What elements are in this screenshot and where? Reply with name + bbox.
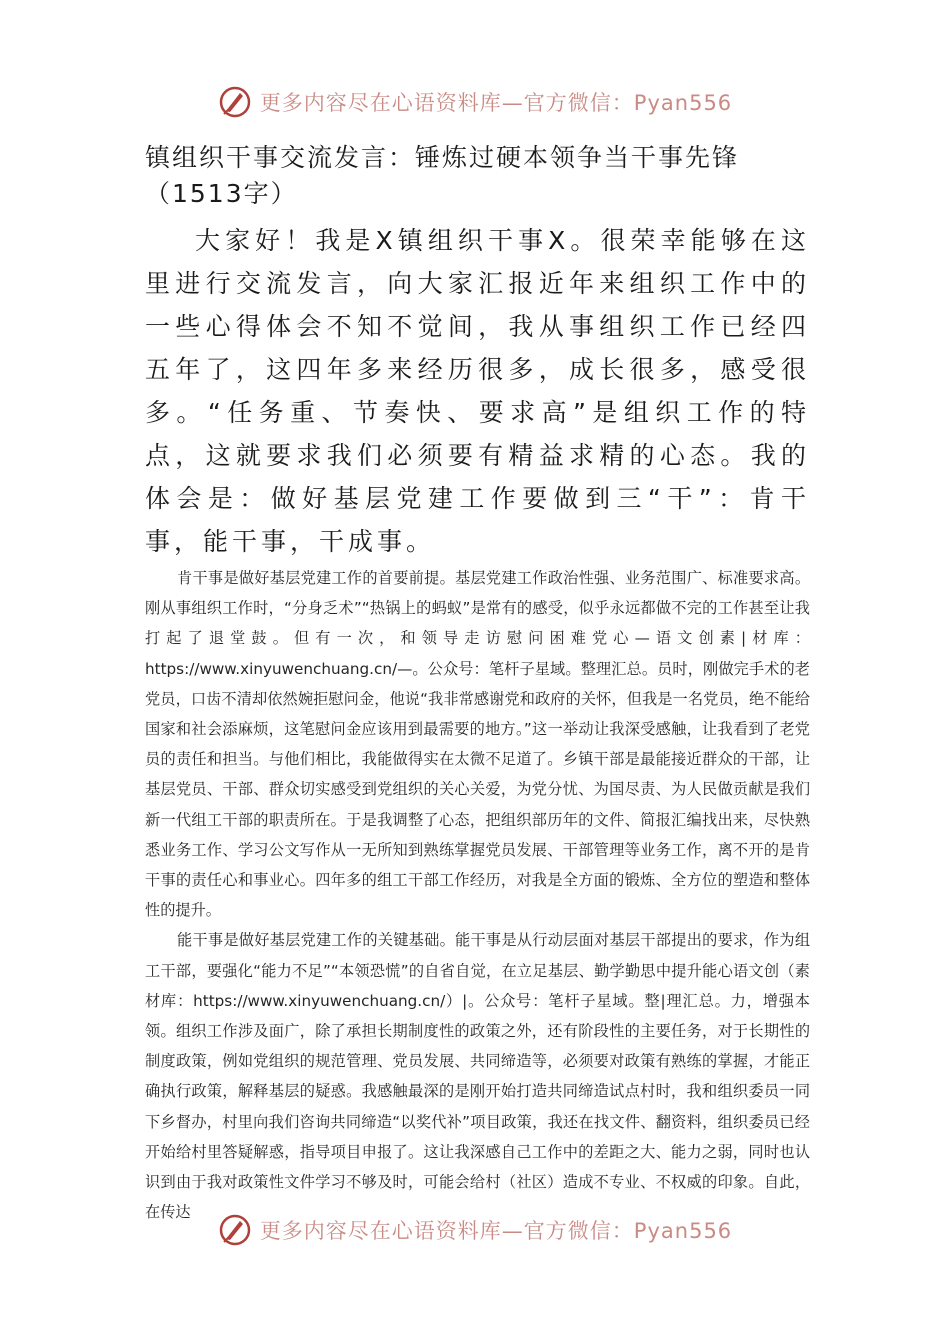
header-banner (0, 82, 950, 122)
banner-text: 更多内容尽在心语资料库—官方微信：Pyan556 (259, 1219, 733, 1243)
document-body (145, 140, 810, 1227)
document-title: 镇组织干事交流发言：锤炼过硬本领争当干事先锋（1513字） (145, 143, 740, 208)
body-paragraph-1: 肯干事是做好基层党建工作的首要前提。基层党建工作政治性强、业务范围广、标准要求高。刚从事组织工作时，“分身乏术”“热锅上的蚂蚁”是常有的感受，似乎永远都做不完的工作甚至让我打起了退堂鼓。但有一次，和领导走访慰问困难党心—语文创素|材库：https://www.xinyuwenchuang.cn/—。公众号：笔杆子星域。整理汇总。员时，刚做完手术的老党员，口齿不清却依然婉拒慰问金，他说“我非常感谢党和政府的关怀，但我是一名党员，绝不能给国家和社会添麻烦，这笔慰问金应该用到最需要的地方。”这一举动让我深受感触，让我看到了老党员的责任和担当。与他们相比，我能做得实在太微不足道了。乡镇干部是最能接近群众的干部，让基层党员、干部、群众切实感受到党组织的关心关爱，为党分忧、为国尽责、为人民做贡献是我们新一代组工干部的职责所在。于是我调整了心态，把组织部历年的文件、简报汇编找出来，尽快熟悉业务工作、学习公文写作从一无所知到熟练掌握党员发展、干部管理等业务工作，离不开的是肯干事的责任心和事业心。四年多的组工干部工作经历，对我是全方面的锻炼、全方位的塑造和整体性的提升。 (145, 569, 810, 920)
intro-paragraph: 大家好！我是X镇组织干事X。很荣幸能够在这里进行交流发言，向大家汇报近年来组织工作中的一些心得体会不知不觉间，我从事组织工作已经四五年了，这四年多来经历很多，成长很多，感受很多。“任务重、节奏快、要求高”是组织工作的特点，这就要求我们必须要有精益求精的心态。我的体会是：做好基层党建工作要做到三“干”：肯干事，能干事，干成事。 (145, 226, 810, 556)
quill-logo-icon (218, 85, 252, 119)
body-paragraph-2: 能干事是做好基层党建工作的关键基础。能干事是从行动层面对基层干部提出的要求，作为组工干部，要强化“能力不足”“本领恐慌”的自省自觉，在立足基层、勤学勤思中提升能心语文创（素材库：https://www.xinyuwenchuang.cn/）|。公众号：笔杆子星域。整|理汇总。力，增强本领。组织工作涉及面广，除了承担长期制度性的政策之外，还有阶段性的主要任务，对于长期性的制度政策，例如党组织的规范管理、党员发展、共同缔造等，必须要对政策有熟练的掌握，才能正确执行政策，解释基层的疑惑。我感触最深的是刚开始打造共同缔造试点村时，我和组织委员一同下乡督办，村里向我们咨询共同缔造“以奖代补”项目政策，我还在找文件、翻资料，组织委员已经开始给村里答疑解惑，指导项目申报了。这让我深感自己工作中的差距之大、能力之弱，同时也认识到由于我对政策性文件学习不够及时，可能会给村（社区）造成不专业、不权威的印象。自此，在传达 (145, 931, 810, 1222)
footer-banner (0, 1210, 950, 1250)
banner-text: 更多内容尽在心语资料库—官方微信：Pyan556 (259, 91, 733, 115)
quill-logo-icon (218, 1213, 252, 1247)
